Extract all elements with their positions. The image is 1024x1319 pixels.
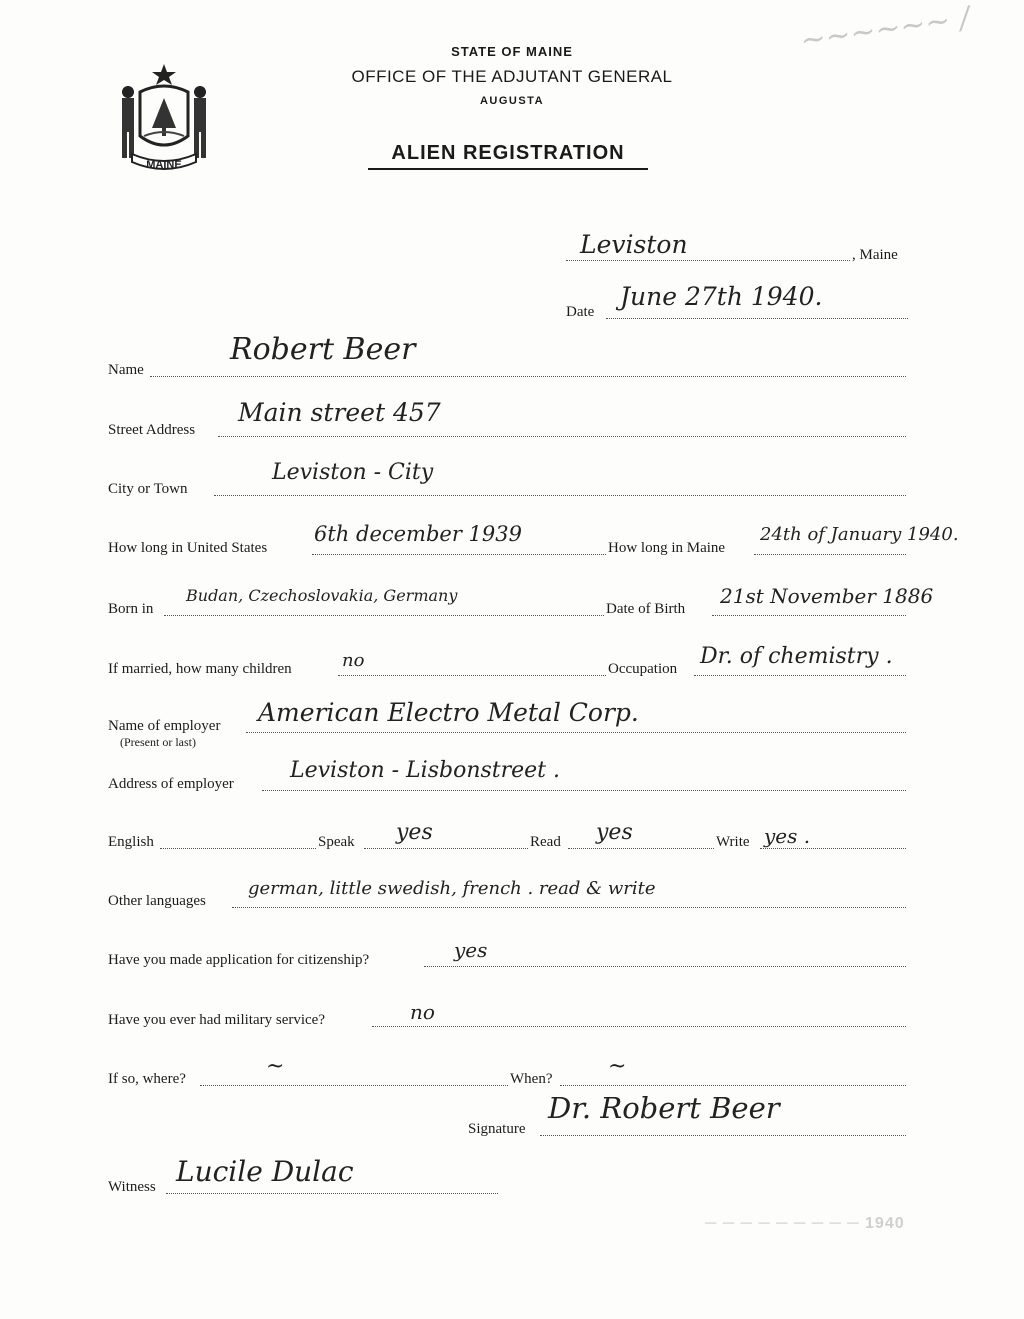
city-label: City or Town <box>108 481 188 497</box>
occupation-value: Dr. of chemistry . <box>700 644 893 669</box>
children-label: If married, how many children <box>108 661 292 677</box>
children-line <box>338 675 606 676</box>
city-value: Leviston - City <box>272 460 434 485</box>
header-city: AUGUSTA <box>479 95 545 107</box>
us-duration-line <box>312 554 606 555</box>
dob-value: 21st November 1886 <box>720 584 934 608</box>
other-languages-value: german, little swedish, french . read & write <box>248 878 656 899</box>
header-state: STATE OF MAINE <box>451 44 573 59</box>
when-line <box>560 1085 906 1086</box>
signature-value: Dr. Robert Beer <box>548 1091 780 1125</box>
speak-value: yes <box>396 820 433 845</box>
date-value: June 27th 1940. <box>620 282 823 311</box>
header-office: OFFICE OF THE ADJUTANT GENERAL <box>351 67 673 86</box>
military-line <box>372 1026 906 1027</box>
english-line <box>160 848 316 849</box>
read-label: Read <box>530 834 561 850</box>
town-line <box>566 260 850 261</box>
military-label: Have you ever had military service? <box>108 1012 325 1028</box>
signature-line <box>540 1135 906 1136</box>
where-line <box>200 1085 508 1086</box>
date-label: Date <box>566 304 595 320</box>
form-title: ALIEN REGISTRATION <box>368 142 648 170</box>
employer-line <box>246 732 906 733</box>
date-line <box>606 318 908 319</box>
birthplace-line <box>164 615 604 616</box>
when-value: ~ <box>608 1054 627 1079</box>
us-duration-value: 6th december 1939 <box>314 522 523 546</box>
where-value: ~ <box>266 1054 285 1079</box>
military-value: no <box>410 1000 435 1024</box>
name-value: Robert Beer <box>230 332 416 367</box>
other-languages-line <box>232 907 906 908</box>
employer-note: (Present or last) <box>120 735 196 749</box>
occupation-line <box>694 675 906 676</box>
maine-label: , Maine <box>852 247 898 263</box>
faint-pencil-note: ~~~~~~ / <box>798 0 973 59</box>
employer-address-label: Address of employer <box>108 776 234 792</box>
name-line <box>150 376 906 377</box>
citizenship-line <box>424 966 906 967</box>
street-line <box>218 436 906 437</box>
street-value: Main street 457 <box>238 398 441 427</box>
maine-duration-label: How long in Maine <box>608 540 726 556</box>
witness-line <box>166 1193 498 1194</box>
signature-label: Signature <box>468 1121 526 1137</box>
city-line <box>214 495 906 496</box>
citizenship-value: yes <box>454 938 488 962</box>
occupation-label: Occupation <box>608 661 678 677</box>
dob-label: Date of Birth <box>606 601 686 617</box>
where-label: If so, where? <box>108 1071 186 1087</box>
read-value: yes <box>596 820 633 845</box>
speak-label: Speak <box>318 834 355 850</box>
citizenship-label: Have you made application for citizenship? <box>108 952 370 968</box>
witness-label: Witness <box>108 1179 156 1195</box>
speak-line <box>364 848 528 849</box>
write-label: Write <box>716 834 750 850</box>
write-line <box>760 848 906 849</box>
name-label: Name <box>108 362 144 378</box>
children-value: no <box>342 650 365 671</box>
maine-duration-line <box>754 554 906 555</box>
maine-duration-value: 24th of January 1940. <box>760 524 959 545</box>
when-label: When? <box>510 1071 553 1087</box>
employer-address-value: Leviston - Lisbonstreet . <box>290 758 561 783</box>
birthplace-value: Budan, Czechoslovakia, Germany <box>186 586 458 605</box>
witness-value: Lucile Dulac <box>176 1155 354 1188</box>
english-label: English <box>108 834 154 850</box>
town-value: Leviston <box>580 230 688 259</box>
read-line <box>568 848 714 849</box>
birthplace-label: Born in <box>108 601 154 617</box>
other-languages-label: Other languages <box>108 893 206 909</box>
employer-address-line <box>262 790 906 791</box>
street-label: Street Address <box>108 422 196 438</box>
employer-value: American Electro Metal Corp. <box>258 698 639 727</box>
dob-line <box>712 615 906 616</box>
write-value: yes . <box>764 824 811 848</box>
faint-date-stamp: ─ ─ ─ ─ ─ ─ ─ ─ ─ 1940 <box>705 1215 905 1232</box>
us-duration-label: How long in United States <box>108 540 268 556</box>
employer-label: Name of employer <box>108 718 221 734</box>
seal-banner-text: MAINE <box>146 159 182 171</box>
